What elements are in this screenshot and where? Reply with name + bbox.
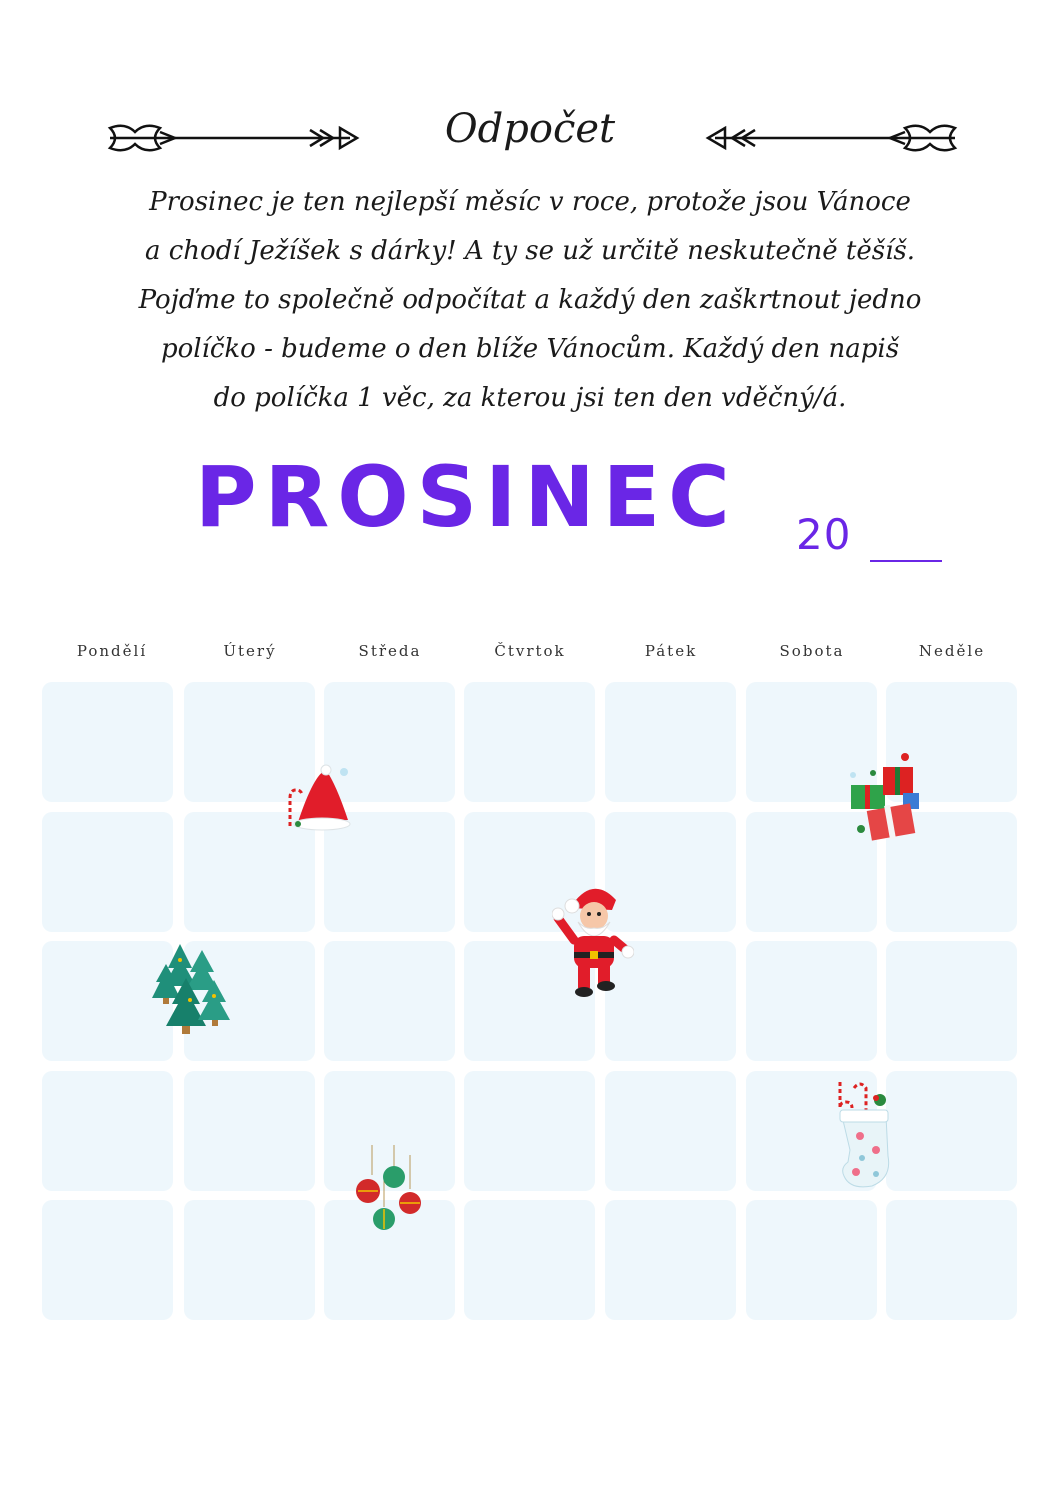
intro-line: Prosinec je ten nejlepší měsíc v roce, protože jsou Vánoce [149, 187, 911, 217]
calendar-day-cell[interactable] [746, 1200, 877, 1320]
calendar-day-cell[interactable] [184, 1200, 315, 1320]
calendar-day-cell[interactable] [42, 682, 173, 802]
weekday-label: Sobota [779, 642, 845, 660]
page-title: Odpočet [444, 106, 616, 152]
calendar-day-cell[interactable] [886, 1200, 1017, 1320]
christmas-trees-icon [150, 940, 234, 1044]
calendar-day-cell[interactable] [886, 941, 1017, 1061]
gifts-icon [843, 745, 923, 855]
santa-hat-icon [284, 764, 358, 834]
santa-claus-icon [552, 878, 634, 1000]
arrow-right-decoration-icon [700, 118, 960, 158]
month-title: PROSINEC [195, 448, 738, 546]
calendar-day-cell[interactable] [464, 1200, 595, 1320]
calendar-day-cell[interactable] [605, 1071, 736, 1191]
calendar-day-cell[interactable] [605, 682, 736, 802]
year-blank-line [870, 560, 942, 562]
weekday-label: Pondělí [76, 642, 148, 660]
header [0, 100, 1061, 170]
calendar-day-cell[interactable] [42, 812, 173, 932]
intro-line: do políčka 1 věc, za kterou jsi ten den vděčný/á. [213, 383, 847, 413]
calendar-day-cell[interactable] [605, 1200, 736, 1320]
calendar-day-cell[interactable] [464, 682, 595, 802]
stocking-icon [832, 1078, 898, 1192]
calendar-day-cell[interactable] [324, 941, 455, 1061]
weekday-label: Pátek [644, 642, 698, 660]
weekday-label: Čtvrtok [494, 642, 566, 660]
year-prefix: 20 [796, 510, 852, 559]
intro-line: a chodí Ježíšek s dárky! A ty se už určitě neskutečně těšíš. [144, 236, 916, 266]
ornaments-icon [352, 1145, 424, 1235]
weekday-label: Úterý [223, 642, 277, 660]
calendar-day-cell[interactable] [42, 1200, 173, 1320]
intro-line: Pojďme to společně odpočítat a každý den zaškrtnout jedno [138, 285, 922, 315]
calendar-day-cell[interactable] [184, 1071, 315, 1191]
weekday-label: Neděle [918, 642, 986, 660]
arrow-left-decoration-icon [105, 118, 365, 158]
calendar-day-cell[interactable] [464, 1071, 595, 1191]
calendar-day-cell[interactable] [886, 1071, 1017, 1191]
intro-line: políčko - budeme o den blíže Vánocům. Každý den napiš [160, 334, 900, 364]
weekday-header-row [42, 642, 1022, 666]
calendar-day-cell[interactable] [42, 1071, 173, 1191]
weekday-label: Středa [358, 642, 422, 660]
calendar-day-cell[interactable] [746, 941, 877, 1061]
intro-text [110, 178, 950, 423]
